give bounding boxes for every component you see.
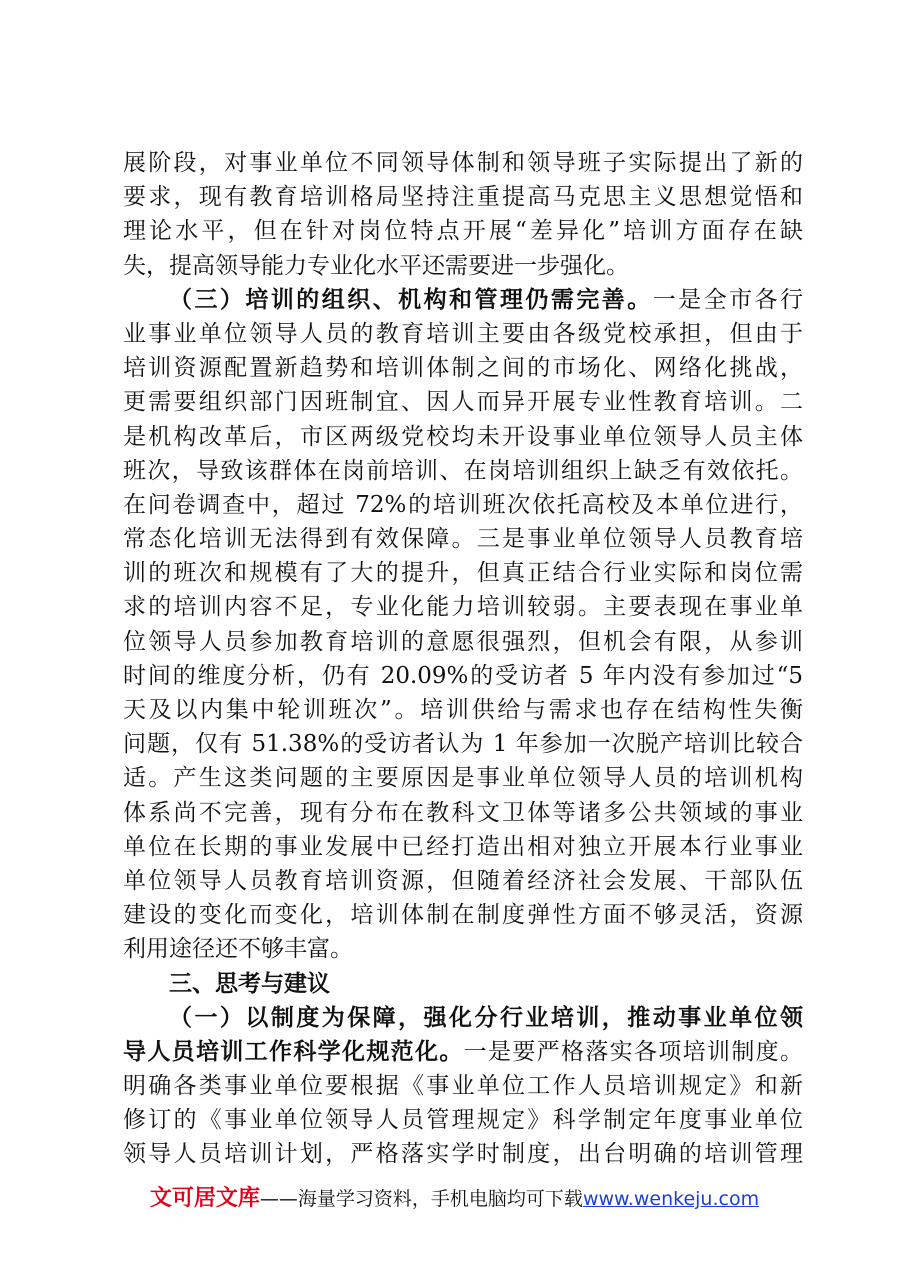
text-line: 天及以内集中轮训班次”。培训供给与需求也存在结构性失衡 bbox=[123, 697, 803, 723]
text-line: 更需要组织部门因班制宜、因人而异开展专业性教育培训。二 bbox=[123, 389, 803, 416]
text-line: 培训资源配置新趋势和培训体制之间的市场化、网络化挑战， bbox=[123, 355, 803, 382]
text-run: 一是全市各行 bbox=[652, 286, 804, 313]
footer-brand: 文可居文库 bbox=[149, 1186, 260, 1211]
text-line: 单位在长期的事业发展中已经打造出相对独立开展本行业事业 bbox=[123, 833, 803, 860]
text-line: 时间的维度分析，仍有 20.09%的受访者 5 年内没有参加过“5 bbox=[123, 662, 803, 689]
text-line: 常态化培训无法得到有效保障。三是事业单位领导人员教育培 bbox=[123, 526, 803, 553]
text-line: 建设的变化而变化，培训体制在制度弹性方面不够灵活，资源 bbox=[123, 902, 803, 929]
text-line: 求的培训内容不足，专业化能力培训较弱。主要表现在事业单 bbox=[123, 594, 803, 621]
text-line: 要求，现有教育培训格局坚持注重提高马克思主义思想觉悟和 bbox=[123, 184, 803, 211]
text-line: 适。产生这类问题的主要原因是事业单位领导人员的培训机构 bbox=[123, 765, 803, 792]
text-line: 体系尚不完善，现有分布在教科文卫体等诸多公共领域的事业 bbox=[123, 799, 803, 826]
subsection-1-line bbox=[123, 1035, 803, 1069]
subsection-1-heading-end: 导人员培训工作科学化规范化。 bbox=[123, 1037, 464, 1065]
text-line: 领导人员培训计划，严格落实学时制度，出台明确的培训管理 bbox=[123, 1141, 803, 1168]
text-line: 修订的《事业单位领导人员管理规定》科学制定年度事业单位 bbox=[123, 1107, 803, 1134]
text-run: 一是要严格落实各项培训制度。 bbox=[463, 1038, 804, 1065]
text-line: 在问卷调查中，超过 72%的培训班次依托高校及本单位进行， bbox=[123, 491, 803, 518]
body-text bbox=[123, 146, 803, 1172]
subsection-1-heading: （一）以制度为保障，强化分行业培训，推动事业单位领 bbox=[169, 1003, 803, 1031]
section-heading: 三、思考与建议 bbox=[169, 969, 330, 997]
text-line: 理论水平，但在针对岗位特点开展“差异化”培训方面存在缺 bbox=[123, 218, 803, 245]
text-line: 业事业单位领导人员的教育培训主要由各级党校承担，但由于 bbox=[123, 320, 803, 347]
text-line: 利用途径还不够丰富。 bbox=[123, 936, 353, 963]
section-3-heading: （三）培训的组织、机构和管理仍需完善。 bbox=[169, 285, 653, 313]
footer-link[interactable]: www.wenkeju.com bbox=[582, 1188, 760, 1210]
text-line: 明确各类事业单位要根据《事业单位工作人员培训规定》和新 bbox=[123, 1073, 803, 1100]
text-line: 单位领导人员教育培训资源，但随着经济社会发展、干部队伍 bbox=[123, 867, 803, 894]
footer-tagline: ——海量学习资料，手机电脑均可下载 bbox=[259, 1188, 583, 1210]
section-3-first-line bbox=[123, 283, 803, 317]
text-line: 展阶段，对事业单位不同领导体制和领导班子实际提出了新的 bbox=[123, 150, 803, 176]
text-line: 训的班次和规模有了大的提升，但真正结合行业实际和岗位需 bbox=[123, 560, 803, 587]
text-line: 问题，仅有 51.38%的受访者认为 1 年参加一次脱产培训比较合 bbox=[123, 731, 803, 758]
text-line: 是机构改革后，市区两级党校均未开设事业单位领导人员主体 bbox=[123, 423, 803, 450]
text-line: 位领导人员参加教育培训的意愿很强烈，但机会有限，从参训 bbox=[123, 628, 803, 655]
text-line: 失，提高领导能力专业化水平还需要进一步强化。 bbox=[123, 252, 629, 279]
footer-banner bbox=[0, 1181, 909, 1212]
text-line: 班次，导致该群体在岗前培训、在岗培训组织上缺乏有效依托。 bbox=[123, 457, 803, 484]
